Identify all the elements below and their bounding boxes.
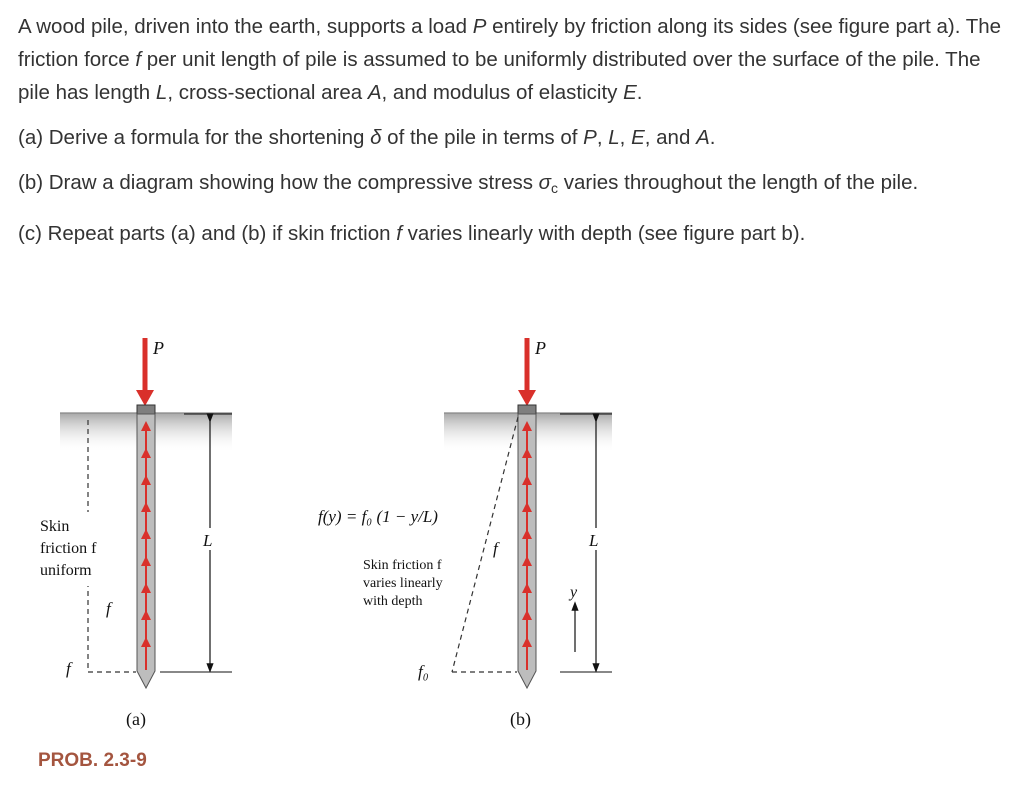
skin-label-b-2: varies linearly <box>363 576 443 591</box>
problem-part-b: (b) Draw a diagram showing how the compressive stress $\sigma_c$ varies throughout the length of the pile. <box>18 171 919 196</box>
load-label-b: P <box>535 338 546 358</box>
pile-cap-b <box>518 405 536 414</box>
problem-intro: A wood pile, driven into the earth, supports a load P entirely by friction along its sides (see figure part a). The friction force f per unit length of pile is assumed to be uniformly distributed over the surface of the pile. The pile has length L, cross-sectional area A, and modulus of elasticity E. <box>18 15 1002 104</box>
skin-label-b-1: Skin friction f <box>363 558 442 573</box>
skin-label-a-3: uniform <box>40 562 92 579</box>
figure-part-b <box>318 338 612 730</box>
skin-label-a-1: Skin <box>40 518 70 535</box>
f-label-bottom-a: f <box>66 659 71 678</box>
f0-label-b: f₀ <box>418 662 429 681</box>
load-arrowhead-b <box>518 390 536 406</box>
problem-part-a: (a) Derive a formula for the shortening δ of the pile in terms of P, L, E, and A. <box>18 126 716 149</box>
problem-statement <box>18 10 1013 262</box>
skin-label-a-2: friction f <box>40 540 97 557</box>
load-arrowhead-a <box>136 390 154 406</box>
pile-figure <box>0 320 620 780</box>
caption-a: (a) <box>126 709 146 729</box>
problem-number: PROB. 2.3-9 <box>38 750 147 771</box>
f-label-b: f <box>493 539 498 558</box>
problem-part-c: (c) Repeat parts (a) and (b) if skin friction f varies linearly with depth (see figure part b). <box>18 222 806 245</box>
figure-part-a <box>40 338 232 730</box>
skin-label-b-3: with depth <box>363 594 423 609</box>
length-label-a: L <box>203 531 213 550</box>
y-label-b: y <box>570 584 578 601</box>
f-label-mid-a: f <box>106 599 111 618</box>
linear-dist-line-b <box>452 417 518 672</box>
caption-b: (b) <box>510 709 531 729</box>
pile-cap-a <box>137 405 155 414</box>
load-label-a: P <box>153 338 164 358</box>
length-label-b: L <box>589 531 599 550</box>
friction-formula-b: f(y) = f₀ (1 − y/L) <box>318 507 438 526</box>
